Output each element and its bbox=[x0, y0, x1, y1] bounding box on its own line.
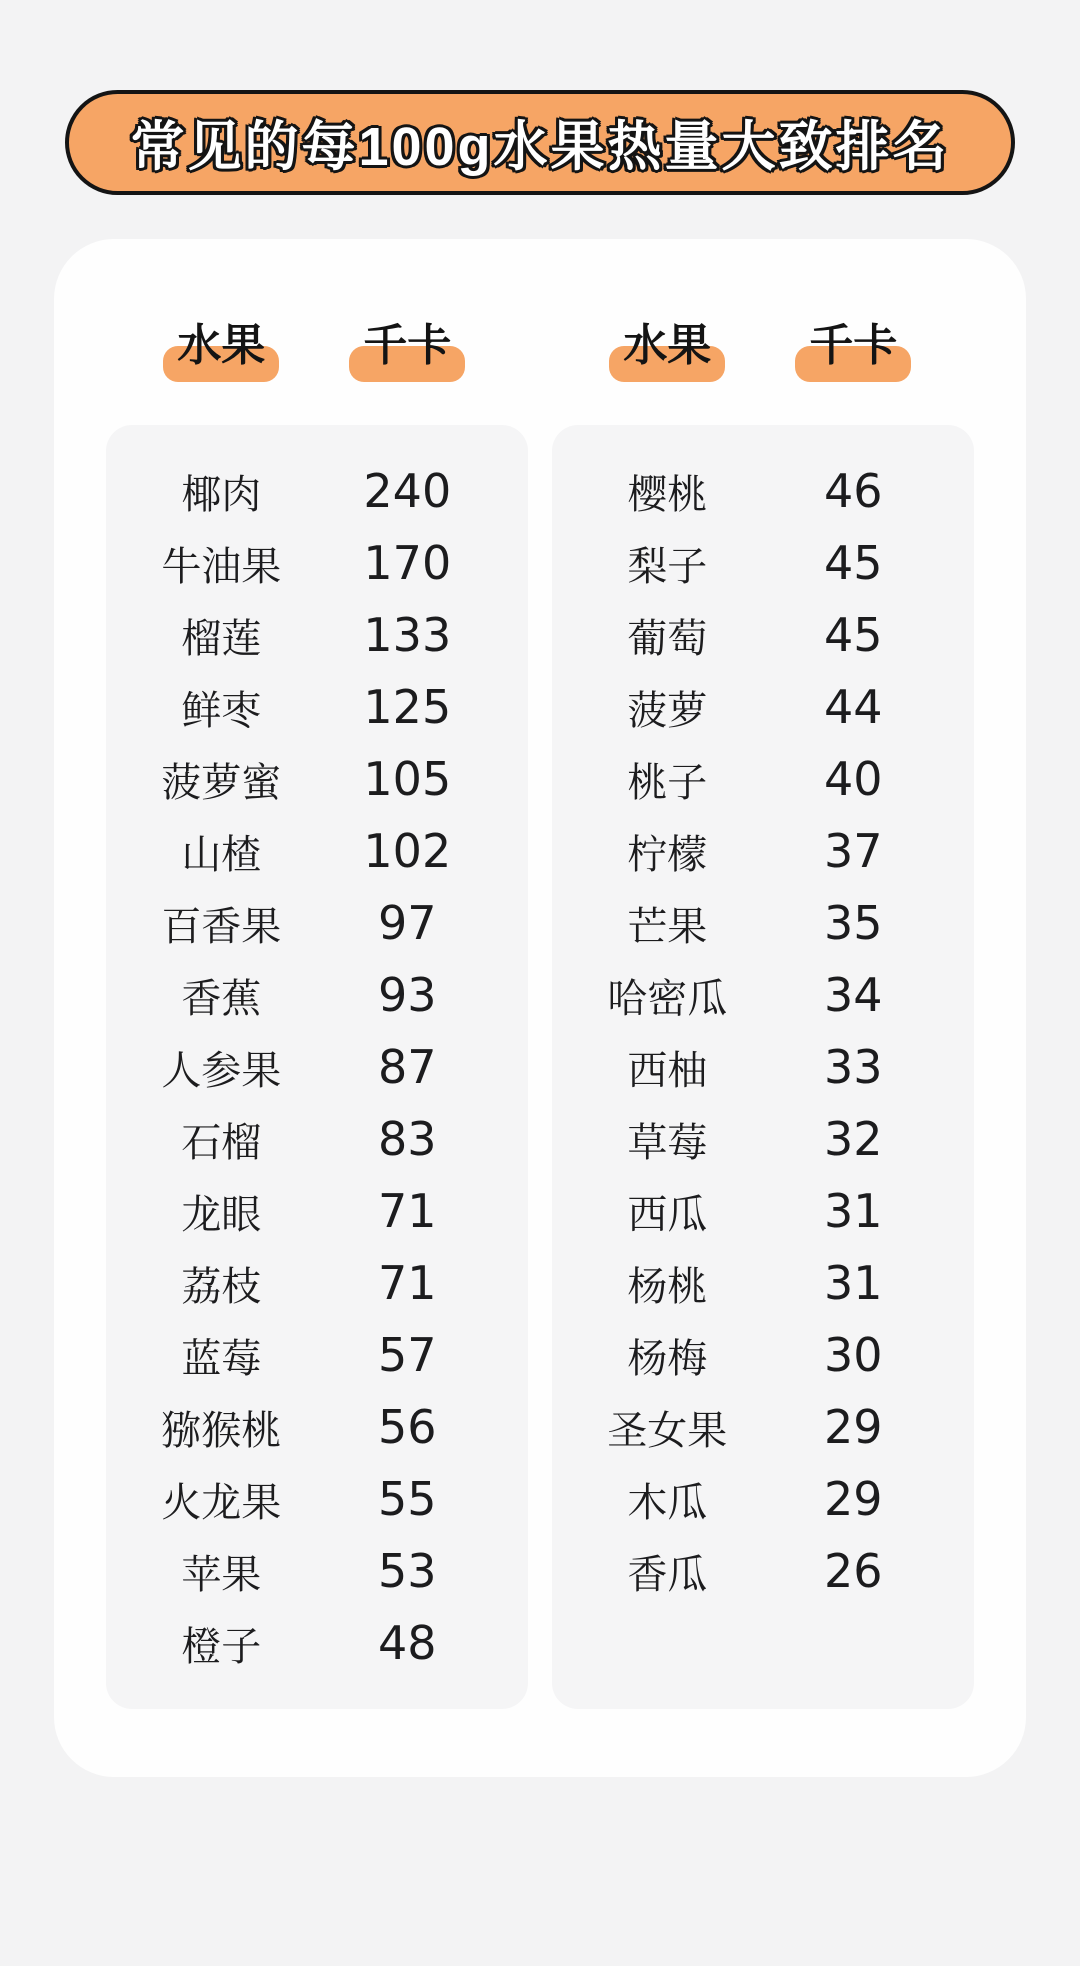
table-card bbox=[54, 239, 1026, 1777]
table-row bbox=[106, 1463, 528, 1535]
fruit-name-cell: 葡萄 bbox=[627, 616, 708, 661]
table-row bbox=[106, 1175, 528, 1247]
kcal-value-cell: 29 bbox=[824, 1472, 883, 1526]
header-row-right bbox=[552, 311, 974, 371]
kcal-value-cell: 93 bbox=[378, 968, 437, 1022]
kcal-value-cell: 35 bbox=[824, 896, 883, 950]
fruit-name-cell: 石榴 bbox=[181, 1120, 262, 1165]
fruit-header-cell bbox=[106, 309, 337, 373]
fruit-name-cell: 橙子 bbox=[181, 1624, 262, 1669]
fruit-name-cell: 杨桃 bbox=[627, 1264, 708, 1309]
table-row bbox=[552, 1031, 974, 1103]
table-row bbox=[552, 455, 974, 527]
table-row bbox=[106, 959, 528, 1031]
fruit-name-cell: 菠萝 bbox=[627, 688, 708, 733]
table-row bbox=[106, 527, 528, 599]
kcal-value-cell: 31 bbox=[824, 1256, 883, 1310]
kcal-value-cell: 53 bbox=[378, 1544, 437, 1598]
table-row bbox=[106, 671, 528, 743]
fruit-name-cell: 菠萝蜜 bbox=[161, 760, 282, 805]
fruit-name-cell: 鲜枣 bbox=[181, 688, 262, 733]
kcal-value-cell: 55 bbox=[378, 1472, 437, 1526]
table-row bbox=[552, 671, 974, 743]
fruit-name-cell: 梨子 bbox=[627, 544, 708, 589]
fruit-panel-right bbox=[552, 425, 974, 1709]
kcal-value-cell: 46 bbox=[824, 464, 883, 518]
kcal-value-cell: 33 bbox=[824, 1040, 883, 1094]
fruit-header-label: 水果 bbox=[623, 309, 711, 373]
kcal-header-cell bbox=[337, 309, 478, 373]
table-row bbox=[106, 743, 528, 815]
table-row bbox=[552, 815, 974, 887]
fruit-name-cell: 芒果 bbox=[627, 904, 708, 949]
kcal-value-cell: 57 bbox=[378, 1328, 437, 1382]
table-row bbox=[106, 1535, 528, 1607]
kcal-value-cell: 29 bbox=[824, 1400, 883, 1454]
fruit-name-cell: 榴莲 bbox=[181, 616, 262, 661]
kcal-value-cell: 48 bbox=[378, 1616, 437, 1670]
kcal-value-cell: 26 bbox=[824, 1544, 883, 1598]
page-title: 常见的每100g水果热量大致排名 bbox=[130, 117, 950, 177]
header-row-left bbox=[106, 311, 528, 371]
table-row bbox=[552, 1247, 974, 1319]
fruit-name-cell: 猕猴桃 bbox=[161, 1408, 282, 1453]
table-row bbox=[106, 599, 528, 671]
table-row bbox=[106, 1247, 528, 1319]
kcal-value-cell: 30 bbox=[824, 1328, 883, 1382]
kcal-value-cell: 32 bbox=[824, 1112, 883, 1166]
table-row bbox=[552, 887, 974, 959]
table-row bbox=[552, 743, 974, 815]
fruit-name-cell: 桃子 bbox=[627, 760, 708, 805]
title-banner bbox=[65, 90, 1015, 195]
kcal-value-cell: 83 bbox=[378, 1112, 437, 1166]
fruit-name-cell: 人参果 bbox=[161, 1048, 282, 1093]
kcal-value-cell: 31 bbox=[824, 1184, 883, 1238]
kcal-value-cell: 37 bbox=[824, 824, 883, 878]
fruit-name-cell: 哈密瓜 bbox=[607, 976, 728, 1021]
fruit-name-cell: 香蕉 bbox=[181, 976, 262, 1021]
table-left-half bbox=[106, 311, 528, 1709]
kcal-value-cell: 125 bbox=[363, 680, 452, 734]
kcal-value-cell: 71 bbox=[378, 1256, 437, 1310]
table-row bbox=[552, 1175, 974, 1247]
table-row bbox=[552, 599, 974, 671]
fruit-name-cell: 山楂 bbox=[181, 832, 262, 877]
fruit-name-cell: 百香果 bbox=[161, 904, 282, 949]
fruit-name-cell: 火龙果 bbox=[161, 1480, 282, 1525]
table-row bbox=[106, 1103, 528, 1175]
table-row bbox=[106, 1031, 528, 1103]
fruit-name-cell: 圣女果 bbox=[607, 1408, 728, 1453]
table-row bbox=[552, 1535, 974, 1607]
table-row bbox=[552, 1103, 974, 1175]
kcal-header-label: 千卡 bbox=[363, 309, 451, 373]
fruit-name-cell: 杨梅 bbox=[627, 1336, 708, 1381]
table-row bbox=[552, 1391, 974, 1463]
kcal-value-cell: 71 bbox=[378, 1184, 437, 1238]
kcal-value-cell: 133 bbox=[363, 608, 452, 662]
fruit-name-cell: 西柚 bbox=[627, 1048, 708, 1093]
fruit-name-cell: 樱桃 bbox=[627, 472, 708, 517]
fruit-name-cell: 椰肉 bbox=[181, 472, 262, 517]
kcal-value-cell: 45 bbox=[824, 608, 883, 662]
kcal-value-cell: 105 bbox=[363, 752, 452, 806]
fruit-name-cell: 柠檬 bbox=[627, 832, 708, 877]
kcal-value-cell: 45 bbox=[824, 536, 883, 590]
table-row bbox=[106, 455, 528, 527]
kcal-value-cell: 97 bbox=[378, 896, 437, 950]
fruit-panel-left bbox=[106, 425, 528, 1709]
kcal-header-label: 千卡 bbox=[809, 309, 897, 373]
fruit-name-cell: 蓝莓 bbox=[181, 1336, 262, 1381]
fruit-name-cell: 草莓 bbox=[627, 1120, 708, 1165]
kcal-value-cell: 34 bbox=[824, 968, 883, 1022]
kcal-value-cell: 44 bbox=[824, 680, 883, 734]
table-row bbox=[106, 1319, 528, 1391]
fruit-name-cell: 龙眼 bbox=[181, 1192, 262, 1237]
kcal-value-cell: 56 bbox=[378, 1400, 437, 1454]
fruit-name-cell: 荔枝 bbox=[181, 1264, 262, 1309]
kcal-value-cell: 40 bbox=[824, 752, 883, 806]
table-row bbox=[106, 887, 528, 959]
fruit-name-cell: 西瓜 bbox=[627, 1192, 708, 1237]
table-row bbox=[552, 1319, 974, 1391]
table-row bbox=[106, 1391, 528, 1463]
fruit-name-cell: 牛油果 bbox=[161, 544, 282, 589]
table-row bbox=[552, 1463, 974, 1535]
table-row bbox=[106, 1607, 528, 1679]
fruit-name-cell: 香瓜 bbox=[627, 1552, 708, 1597]
fruit-name-cell: 苹果 bbox=[181, 1552, 262, 1597]
kcal-value-cell: 240 bbox=[363, 464, 452, 518]
kcal-value-cell: 87 bbox=[378, 1040, 437, 1094]
table-row bbox=[106, 815, 528, 887]
fruit-header-label: 水果 bbox=[177, 309, 265, 373]
fruit-name-cell: 木瓜 bbox=[627, 1480, 708, 1525]
table-row bbox=[552, 959, 974, 1031]
kcal-value-cell: 102 bbox=[363, 824, 452, 878]
kcal-header-cell bbox=[783, 309, 924, 373]
table-right-half bbox=[552, 311, 974, 1709]
fruit-header-cell bbox=[552, 309, 783, 373]
kcal-value-cell: 170 bbox=[363, 536, 452, 590]
table-row bbox=[552, 527, 974, 599]
